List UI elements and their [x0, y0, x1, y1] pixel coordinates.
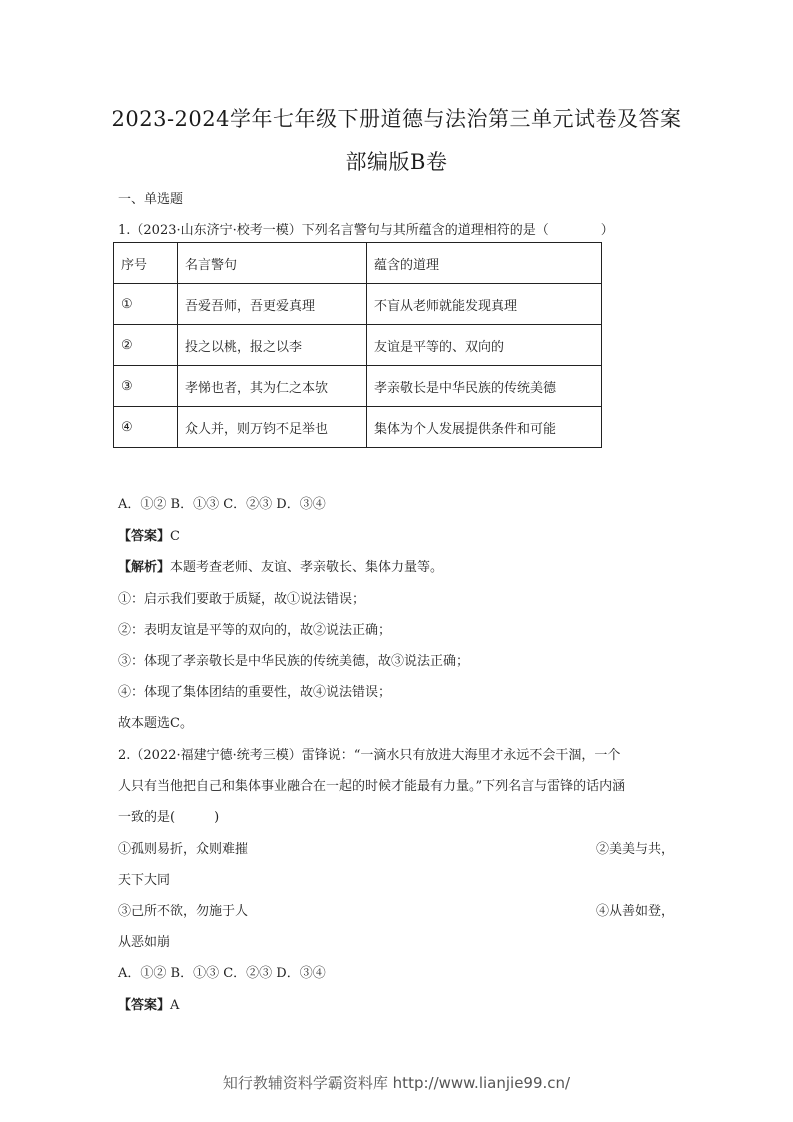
footer-watermark: 知行教辅资料学霸资料库 http://www.lianjie99.cn/	[222, 1074, 571, 1092]
q2-stem-line: 2.（2022·福建宁德·统考三模）雷锋说：“一滴水只有放进大海里才永远不会干涸，一个	[118, 748, 621, 763]
table-header-cell: 蕴含的道理	[367, 243, 602, 284]
answer-label: 【答案】	[118, 998, 171, 1013]
table-cell: 孝悌也者，其为仁之本欤	[178, 366, 367, 407]
table-cell: ②	[114, 325, 178, 366]
q2-choice-1: ①孤则易折，众则难摧	[118, 842, 249, 857]
section-heading: 一、单选题	[118, 192, 184, 207]
q1-analysis	[118, 556, 443, 575]
analysis-point: ③：体现了孝亲敬长是中华民族的传统美德，故③说法正确；	[118, 654, 470, 669]
table-header-cell: 序号	[114, 243, 178, 284]
q2-choice-2: ②美美与共，	[596, 842, 675, 857]
analysis-point: ②：表明友谊是平等的双向的，故②说法正确；	[118, 623, 392, 638]
q2-choice-3: ③己所不欲，勿施于人	[118, 904, 249, 919]
table-cell: ④	[114, 407, 178, 448]
table-header-cell: 名言警句	[178, 243, 367, 284]
table-row	[114, 325, 602, 366]
q1-answer	[118, 525, 180, 544]
table-row	[114, 366, 602, 407]
q1-table	[113, 242, 602, 448]
q1-conclusion: 故本题选C。	[118, 716, 193, 731]
table-cell: ①	[114, 284, 178, 325]
table-cell: 集体为个人发展提供条件和可能	[367, 407, 602, 448]
answer-label: 【答案】	[118, 529, 171, 544]
q2-choice-4: ④从善如登，	[596, 904, 675, 919]
table-cell: 友谊是平等的、双向的	[367, 325, 602, 366]
analysis-point: ①：启示我们要敢于质疑，故①说法错误；	[118, 592, 366, 607]
q2-stem-line: 人只有当他把自己和集体事业融合在一起的时候才能最有力量。”下列名言与雷锋的话内涵	[118, 779, 626, 794]
table-cell: 投之以桃，报之以李	[178, 325, 367, 366]
table-row	[114, 284, 602, 325]
table-cell: 吾爱吾师，吾更爱真理	[178, 284, 367, 325]
q2-answer	[118, 994, 179, 1013]
q2-choice-2-cont: 天下大同	[118, 873, 171, 888]
q2-stem-line: 一致的是( )	[118, 810, 220, 825]
table-cell: 孝亲敬长是中华民族的传统美德	[367, 366, 602, 407]
answer-value: C	[170, 529, 180, 544]
analysis-label: 【解析】	[118, 560, 171, 575]
table-cell: 众人并，则万钧不足举也	[178, 407, 367, 448]
analysis-point: ④：体现了集体团结的重要性，故④说法错误；	[118, 685, 392, 700]
page-subtitle: 部编版B卷	[345, 150, 448, 174]
q2-options: A．①② B．①③ C．②③ D．③④	[118, 966, 326, 981]
table-header-row	[114, 243, 602, 284]
table-cell: ③	[114, 366, 178, 407]
q1-stem: 1.（2023·山东济宁·校考一模）下列名言警句与其所蕴含的道理相符的是（ ）	[118, 223, 614, 238]
analysis-text: 本题考查老师、友谊、孝亲敬长、集体力量等。	[170, 560, 444, 575]
table-row	[114, 407, 602, 448]
page-title: 2023-2024学年七年级下册道德与法治第三单元试卷及答案	[111, 107, 682, 131]
q2-choice-4-cont: 从恶如崩	[118, 935, 171, 950]
q1-options: A．①② B．①③ C．②③ D．③④	[118, 497, 326, 512]
table-cell: 不盲从老师就能发现真理	[367, 284, 602, 325]
answer-value: A	[170, 998, 180, 1013]
